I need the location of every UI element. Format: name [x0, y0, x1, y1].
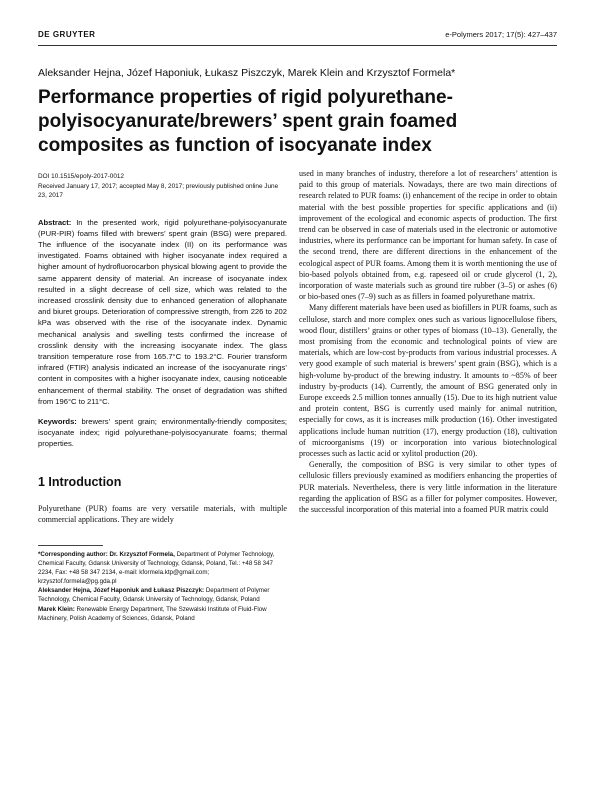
publication-dates: Received January 17, 2017; accepted May 8, 2017; previously published online June 23, 2017	[38, 182, 279, 199]
body-paragraph-1: used in many branches of industry, therefore a lot of researchers’ attention is paid to this group of materials. Nowadays, there are two main directions of research related to PUR foams: (i) enhancement of the recipe in order to obtain material with the best possible properties for specific applications and (ii) improvement of the ecological and economic aspects of production. The first trend can be observed in case of materials used in the electronic or automotive industries, where its performance can be important for human safety. In case of the second trend, there are different directions in the enhancement of the ecological aspect of PUR foams. Among them it is worth mentioning the use of bio-based polyols obtained from, e.g. rapeseed oil or crude glycerol (1, 2), incorporation of waste materials such as ground tire rubber (3–5) or ashes (6) or bio-based ones (7–9) such as as fillers in foamed polyurethane matrix.	[299, 169, 557, 302]
footnote-aff2-label: Marek Klein:	[38, 605, 75, 613]
journal-reference: e-Polymers 2017; 17(5): 427–437	[445, 30, 557, 39]
body-paragraph-2: Many different materials have been used as biofillers in PUR foams, such as cellulose, starch and more complex ones such as various lignocellulose fibers, wood flour, distillers’ grains or other types of biomass (10–13). Generally, the most promising from the economic and technological points of view are materials, which are low-cost by-products from various industrial processes. A very good example of such material is brewers’ spent grain (BSG), which is a high-volume by-product of the brewing industry. It amounts to ~85% of beer industry by-products (14). Currently, the amount of BSG generated only in Europe exceeds 2.5 million tonnes annually (15). Due to its high nutrient value and protein content, BSG is currently used mainly for animal nutrition, especially for cows, as it is increases milk production (16). Other investigated applications include human nutrition (17), energy production (18), cultivation of microorganisms (19) or incorporation into various biotechnological processes such as lactic acid or xylitol production (20).	[299, 303, 557, 459]
abstract-label: Abstract:	[38, 217, 72, 227]
footnote-corr-text: Department of Polymer Technology, Chemical Faculty, Gdansk University of Technology, Gdansk, Poland, Tel.: +48 58 347 2234, Fax: +48 58 347 2134, e-mail: kformela.ktp@gmail.com; krzysztof.formela@pg.gda.pl	[38, 550, 275, 586]
keywords	[38, 416, 287, 450]
header-divider	[38, 45, 557, 46]
footnote-corresponding-author	[38, 550, 287, 586]
footnote-aff1-text: Department of Polymer Technology, Chemical Faculty, Gdansk University of Technology, Gdansk, Poland	[38, 587, 270, 604]
footnote-aff2-text: Renewable Energy Department, The Szewalski Institute of Fluid-Flow Machinery, Polish Academy of Sciences, Gdansk, Poland	[38, 605, 267, 622]
publisher-name: DE GRUYTER	[38, 30, 96, 39]
keywords-text: brewers’ spent grain; environmentally-friendly composites; isocyanate index; rigid polyurethane-polyisocyanurate foams; thermal properties.	[38, 416, 287, 449]
footnote-aff1-label: Aleksander Hejna, Józef Haponiuk and Łukasz Piszczyk:	[38, 587, 205, 595]
footnote-affiliation-2	[38, 605, 287, 623]
article-meta	[38, 172, 287, 201]
article-title: Performance properties of rigid polyurethane-polyisocyanurate/brewers’ spent grain foamed composites as function of isocyanate index	[38, 87, 458, 156]
left-column	[38, 172, 287, 623]
abstract-text: In the presented work, rigid polyurethane-polyisocyanurate (PUR-PIR) foams filled with brewers’ spent grain (BSG) were prepared. The influence of the isocyanate index (II) on its performance was investigated. Foams obtained with higher isocyanate index required a higher amount of hydrofluorocarbon physical blowing agent to provide the same apparent density of material. An increase of isocyanate index resulted in a slight decrease of cell size, which was related to the increased crosslink density due to enhanced generation of allophanate and biuret groups. Deterioration of compressive strength, from 226 to 202 kPa was observed with the rise of the isocyanate index. Dynamic mechanical analysis and swelling tests confirmed the increase of crosslink density with the increasing isocyanate index. The glass transition temperature rose from 165.7°C to 193.2°C. Fourier transform infrared (FTIR) analysis indicated an increase of the isocyanurate rings’ content in composites with a higher isocyanate index, causing noticeable enhancement of thermal stability. The onset of degradation was shifted from 196°C to 211°C.	[38, 217, 287, 406]
keywords-label: Keywords:	[38, 416, 77, 426]
footnote-corr-label: *Corresponding author: Dr. Krzysztof Formela,	[38, 550, 175, 558]
author-list: Aleksander Hejna, Józef Haponiuk, Łukasz Piszczyk, Marek Klein and Krzysztof Formela*	[38, 67, 456, 79]
footnote-affiliation-1	[38, 586, 287, 604]
footnote-divider	[38, 545, 103, 546]
section-heading-introduction: 1 Introduction	[38, 474, 122, 489]
doi-link[interactable]: DOI 10.1515/epoly-2017-0012	[38, 173, 124, 180]
body-paragraph-3: Generally, the composition of BSG is very similar to other types of cellulosic fillers previously examined as modifiers enhancing the properties of PUR materials. Nevertheless, there is very little information in the literature regarding the application of BSG as a filler for polymer composites. However, the successful incorporation of this material into a foamed PUR matrix could	[299, 460, 557, 515]
intro-paragraph-1: Polyurethane (PUR) foams are very versatile materials, with multiple commercial applications. They are widely	[38, 503, 287, 524]
right-column	[299, 168, 557, 515]
abstract	[38, 217, 287, 407]
page-header	[38, 30, 557, 44]
